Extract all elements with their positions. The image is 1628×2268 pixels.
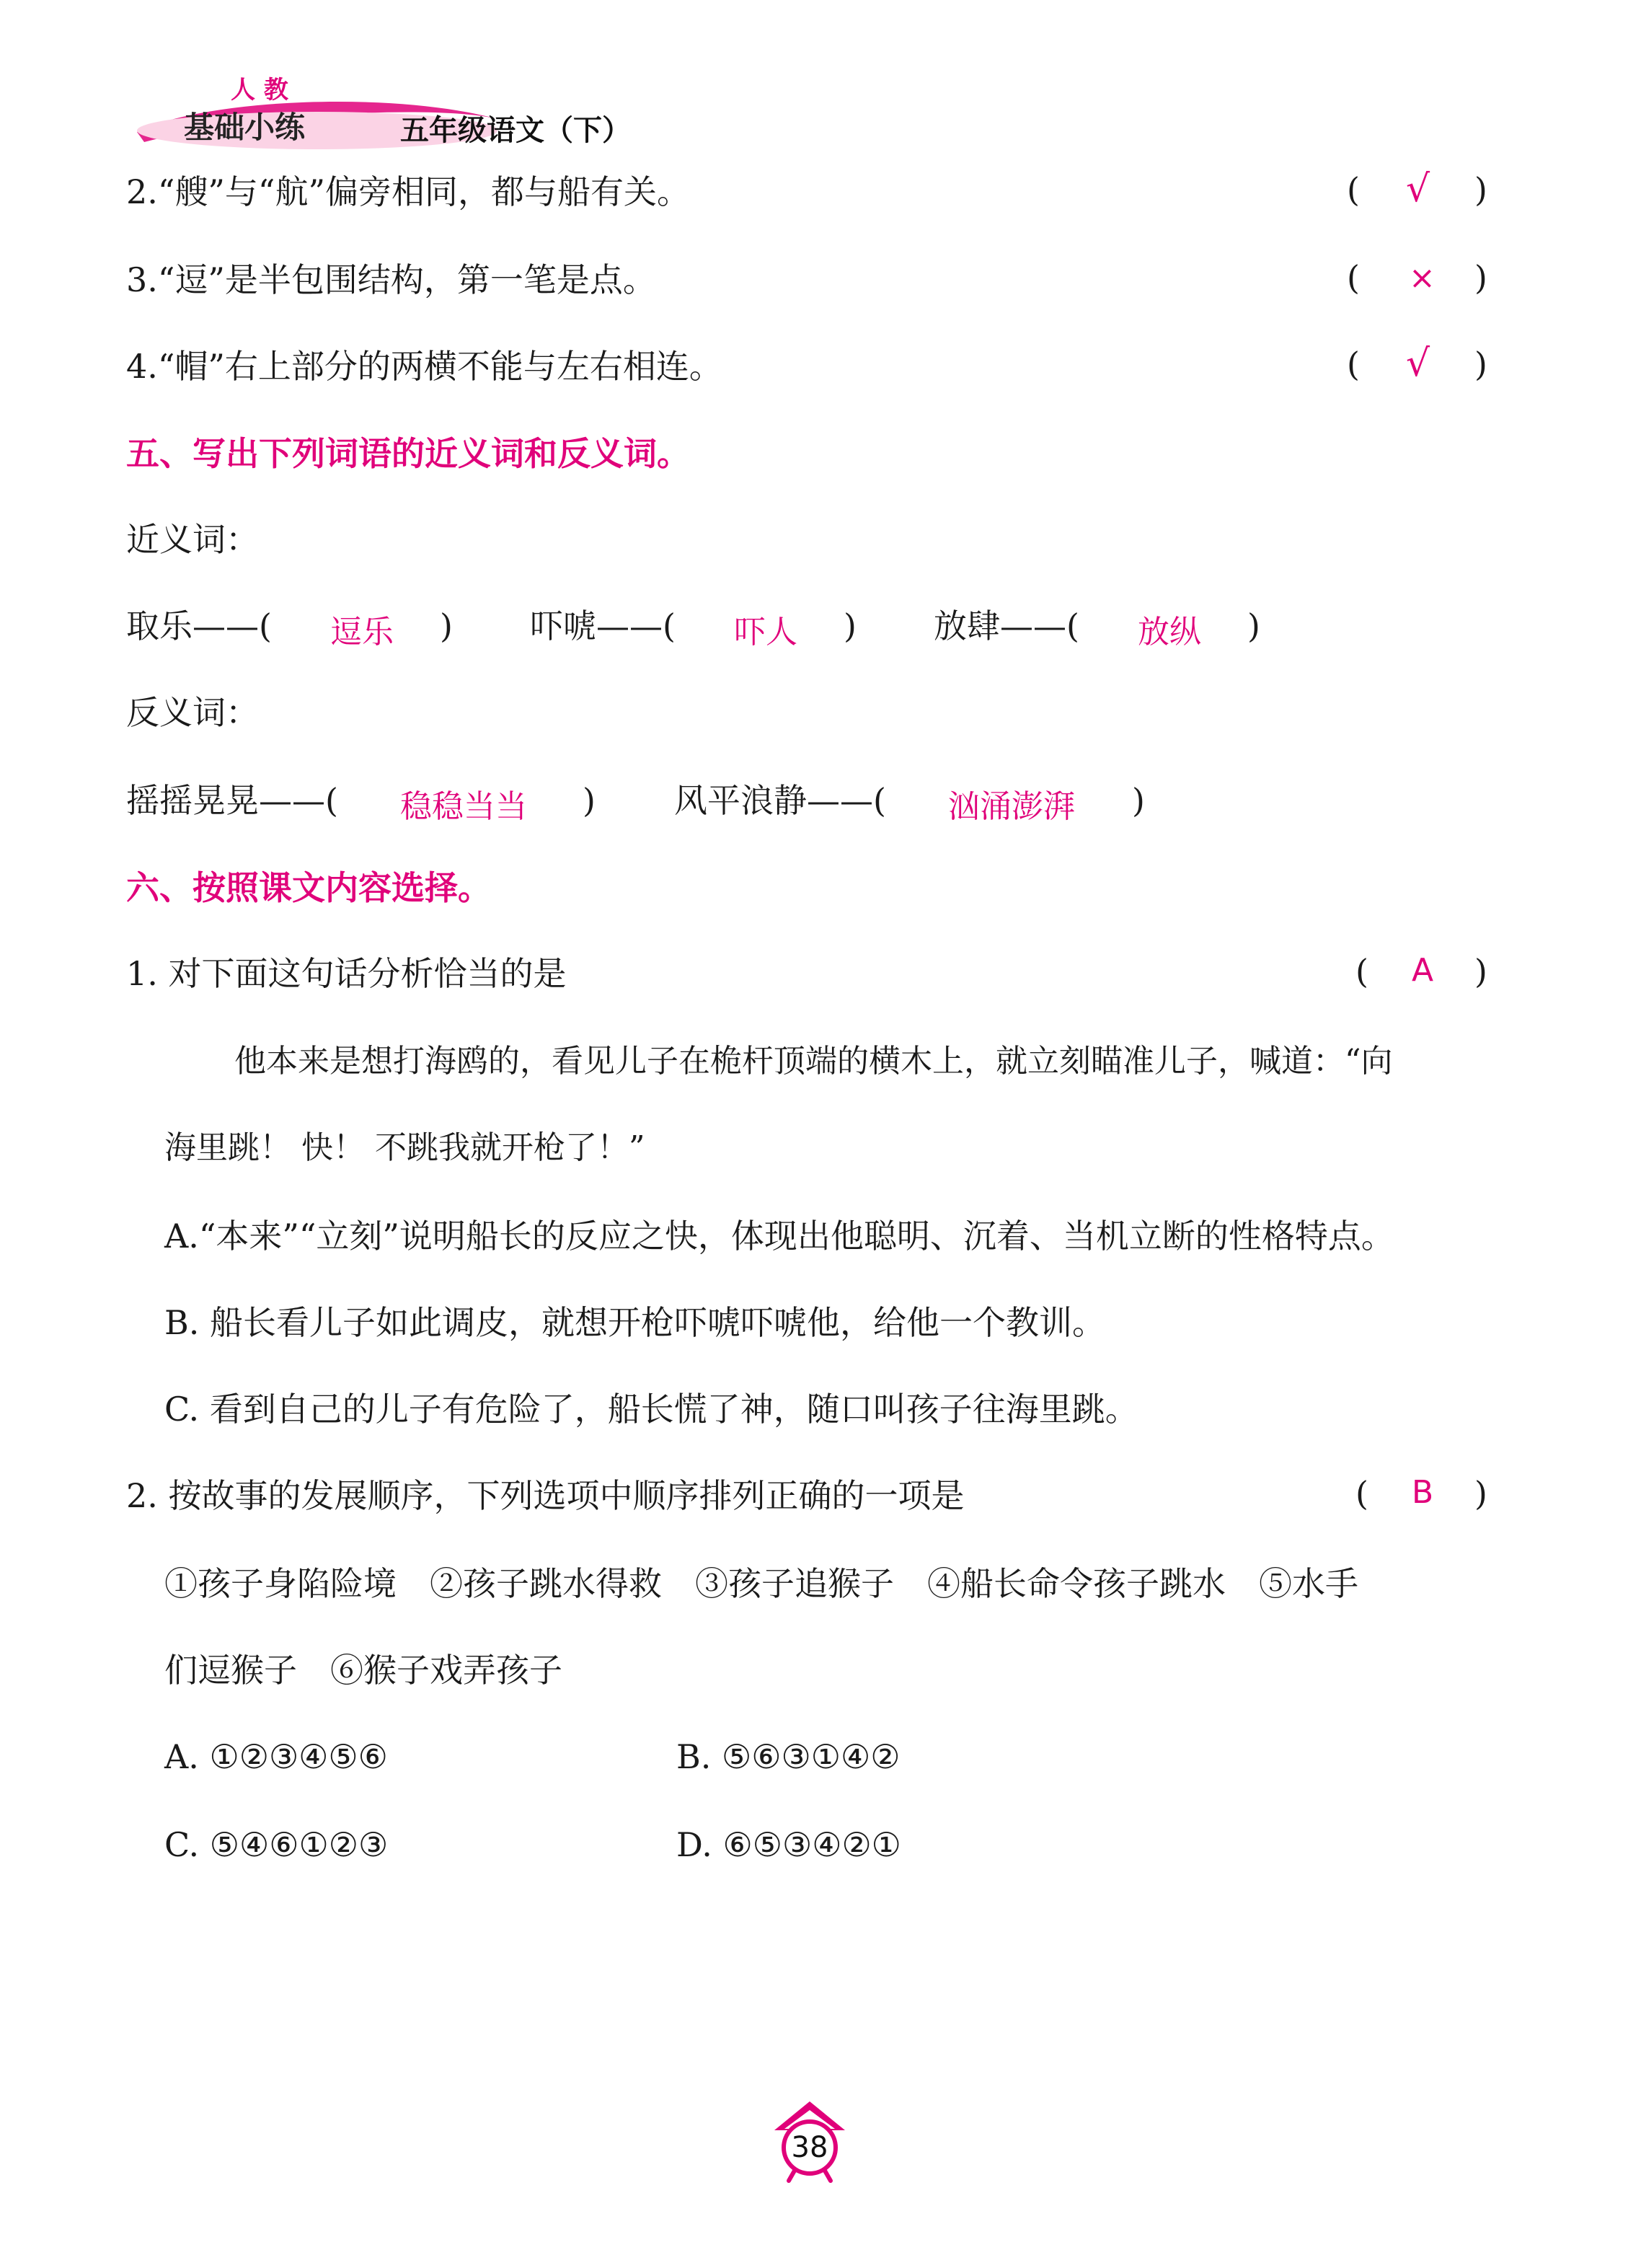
brand-top-label: 人 教: [231, 76, 288, 105]
q2-events-line-2: 们逗猴子 ⑥猴子戏弄孩子: [164, 1651, 562, 1690]
judge-item-2-answer: √: [1406, 167, 1430, 211]
synonym-answer-3: 放纵: [1138, 614, 1201, 650]
q2-events-line-1: ①孩子身陷险境 ②孩子跳水得救 ③孩子追猴子 ④船长命令孩子跳水 ⑤水手: [164, 1564, 1358, 1603]
q1-option-b: B. 船长看儿子如此调皮，就想开枪吓唬吓唬他，给他一个教训。: [164, 1303, 1106, 1342]
page-number-badge: [770, 2099, 849, 2185]
q1-option-a: A.“本来”“立刻”说明船长的反应之快，体现出他聪明、沉着、当机立断的性格特点。: [164, 1217, 1394, 1256]
synonym-answer-1: 逗乐: [330, 614, 394, 650]
q2-close-paren: ): [1474, 1474, 1487, 1513]
judge-item-2-close-paren: ): [1474, 170, 1487, 209]
section-5-title: 五、写出下列词语的近义词和反义词。: [126, 434, 690, 473]
synonym-word-3: 放肆——(: [934, 606, 1079, 645]
judge-item-3-close-paren: ): [1474, 258, 1487, 297]
synonym-answer-2: 吓人: [734, 614, 797, 650]
q1-quote-line-2: 海里跳！ 快！ 不跳我就开枪了！”: [164, 1129, 645, 1166]
q1-open-paren: (: [1355, 952, 1368, 991]
page-title: 五年级语文（下）: [400, 114, 631, 147]
synonym-label: 近义词：: [126, 520, 259, 559]
antonym-close-1: ): [583, 781, 596, 820]
q1-answer: A: [1412, 952, 1434, 989]
q2-option-c: C. ⑤④⑥①②③: [164, 1825, 389, 1864]
q2-answer: B: [1412, 1474, 1434, 1511]
page-header: [123, 76, 642, 155]
q2-option-a: A. ①②③④⑤⑥: [164, 1737, 388, 1776]
brand-main-label: 基础小练: [184, 110, 306, 145]
antonym-label: 反义词：: [126, 693, 259, 732]
q2-stem: 2. 按故事的发展顺序，下列选项中顺序排列正确的一项是: [126, 1476, 965, 1515]
q1-stem: 1. 对下面这句话分析恰当的是: [126, 954, 567, 993]
antonym-answer-1: 稳稳当当: [400, 788, 527, 825]
judge-item-3-answer: ×: [1409, 260, 1435, 296]
page-number: 38: [791, 2131, 828, 2164]
judge-item-4-close-paren: ): [1474, 345, 1487, 384]
antonym-word-1: 摇摇晃晃——(: [126, 781, 338, 820]
synonym-word-2: 吓唬——(: [530, 606, 676, 645]
judge-item-4-open-paren: (: [1347, 345, 1360, 384]
antonym-answer-2: 汹涌澎湃: [948, 788, 1075, 825]
judge-item-2: 2.“艘”与“航”偏旁相同，都与船有关。: [126, 172, 690, 211]
q2-open-paren: (: [1355, 1474, 1368, 1513]
q2-option-d: D. ⑥⑤③④②①: [676, 1825, 901, 1864]
judge-item-2-open-paren: (: [1347, 170, 1360, 209]
judge-item-3-open-paren: (: [1347, 258, 1360, 297]
judge-item-3: 3.“逗”是半包围结构，第一笔是点。: [126, 260, 656, 299]
synonym-close-3: ): [1247, 606, 1260, 645]
judge-item-4: 4.“帽”右上部分的两横不能与左右相连。: [126, 347, 722, 386]
q2-option-b: B. ⑤⑥③①④②: [676, 1737, 901, 1776]
section-6-title: 六、按照课文内容选择。: [126, 868, 491, 907]
q1-quote-line-1: 他本来是想打海鸥的，看见儿子在桅杆顶端的横木上，就立刻瞄准儿子，喊道：“向: [234, 1043, 1393, 1080]
synonym-close-2: ): [844, 606, 857, 645]
synonym-close-1: ): [440, 606, 453, 645]
q1-close-paren: ): [1474, 952, 1487, 991]
judge-item-4-answer: √: [1406, 342, 1430, 385]
antonym-word-2: 风平浪静——(: [674, 781, 886, 820]
q1-option-c: C. 看到自己的儿子有危险了，船长慌了神，随口叫孩子往海里跳。: [164, 1390, 1138, 1429]
synonym-word-1: 取乐——(: [126, 606, 272, 645]
antonym-close-2: ): [1132, 781, 1145, 820]
